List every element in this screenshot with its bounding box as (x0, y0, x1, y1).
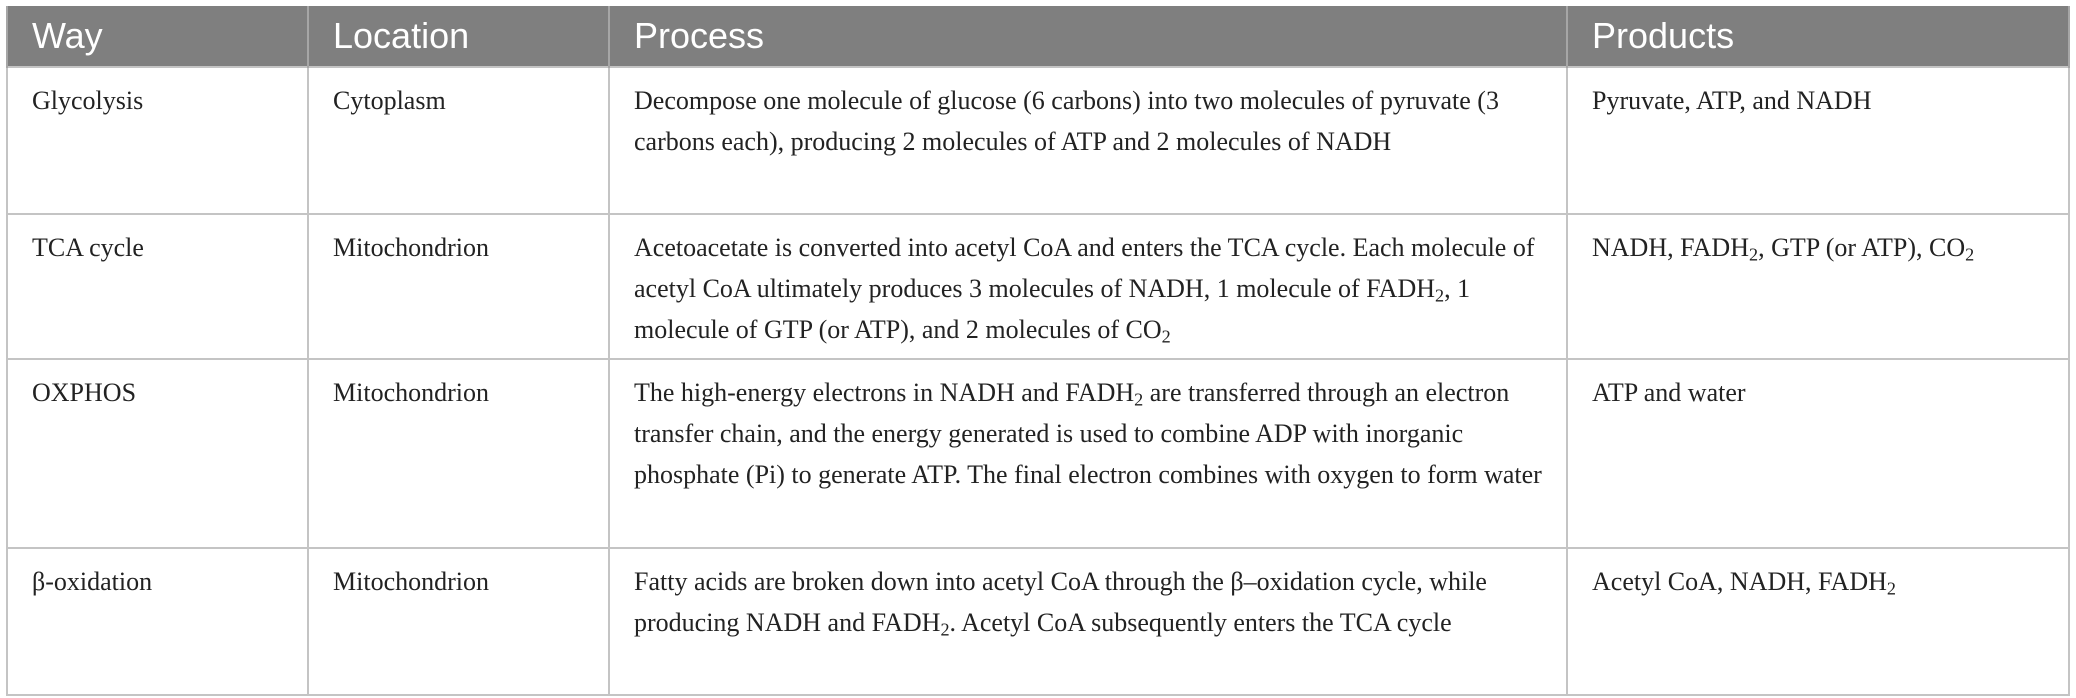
cell-way: Glycolysis (7, 67, 308, 214)
cell-location: Mitochondrion (308, 548, 609, 695)
table-body (7, 67, 2069, 695)
header-way: Way (7, 6, 308, 67)
table-row (7, 67, 2069, 214)
cell-location: Mitochondrion (308, 214, 609, 359)
table-row (7, 359, 2069, 548)
header-location: Location (308, 6, 609, 67)
cell-process: Acetoacetate is converted into acetyl CoA and enters the TCA cycle. Each molecule of acetyl CoA ultimately produces 3 molecules of NADH, 1 molecule of $FADH_2$, 1 molecule of GTP (or ATP), and 2 molecules of $CO_2$ (609, 214, 1567, 359)
header-row (7, 6, 2069, 67)
cell-location: Mitochondrion (308, 359, 609, 548)
cell-process: Decompose one molecule of glucose (6 carbons) into two molecules of pyruvate (3 carbons each), producing 2 molecules of ATP and 2 molecules of NADH (609, 67, 1567, 214)
cell-process: Fatty acids are broken down into acetyl CoA through the β–oxidation cycle, while producing NADH and $FADH_2$. Acetyl CoA subsequently enters the TCA cycle (609, 548, 1567, 695)
table-row (7, 214, 2069, 359)
cell-location: Cytoplasm (308, 67, 609, 214)
cell-products: ATP and water (1567, 359, 2069, 548)
table-header (7, 6, 2069, 67)
cell-process: The high-energy electrons in NADH and $FADH_2$ are transferred through an electron transfer chain, and the energy generated is used to combine ADP with inorganic phosphate (Pi) to generate ATP. The final electron combines with oxygen to form water (609, 359, 1567, 548)
header-products: Products (1567, 6, 2069, 67)
cell-products: NADH, $FADH_2$, GTP (or ATP), $CO_2$ (1567, 214, 2069, 359)
cell-products: Acetyl CoA, NADH, $FADH_2$ (1567, 548, 2069, 695)
table-row (7, 548, 2069, 695)
metabolic-pathways-table (6, 6, 2070, 696)
metabolic-pathways-table-container (6, 6, 2068, 696)
header-process: Process (609, 6, 1567, 67)
cell-products: Pyruvate, ATP, and NADH (1567, 67, 2069, 214)
cell-way: β-oxidation (7, 548, 308, 695)
cell-way: OXPHOS (7, 359, 308, 548)
cell-way: TCA cycle (7, 214, 308, 359)
